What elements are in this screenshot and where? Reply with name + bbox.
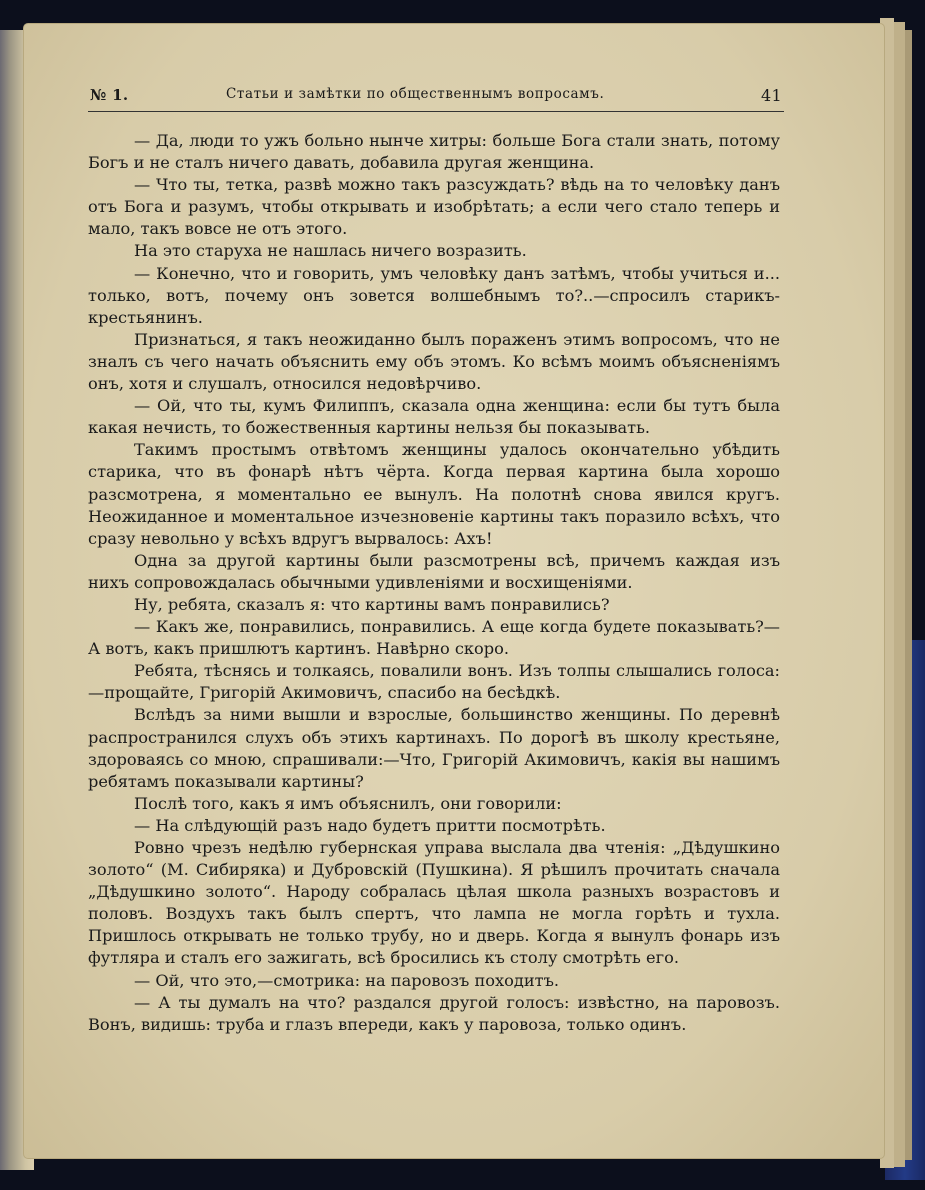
section-title: Статьи и замѣтки по общественнымъ вопросамъ.: [226, 86, 605, 102]
paragraph: — Конечно, что и говорить, умъ человѣку данъ затѣмъ, чтобы учиться и... только, вотъ, почему онъ зовется волшебнымъ то?..—спросилъ старикъ-крестьянинъ.: [88, 263, 780, 327]
paragraph: Одна за другой картины были разсмотрены всѣ, причемъ каждая изъ нихъ сопровождалась обычными удивленіями и восхищеніями.: [88, 550, 780, 592]
page-edge: [893, 22, 905, 1167]
running-header: [90, 86, 782, 110]
paragraph: Ровно чрезъ недѣлю губернская управа выслала два чтенія: „Дѣдушкино золото“ (М. Сибиряка) и Дубровскій (Пушкина). Я рѣшилъ прочитать сначала „Дѣдушкино золото“. Народу собралась цѣлая школа разныхъ возрастовъ и половъ. Воздухъ такъ былъ спертъ, что лампа не могла горѣть и тухла. Пришлось открывать не только трубу, но и дверь. Когда я вынулъ фонарь изъ футляра и сталъ его зажигать, всѣ бросились къ столу смотрѣть его.: [88, 838, 780, 968]
page-edge: [904, 30, 912, 1160]
paragraph: На это старуха не нашлась ничего возразить.: [134, 241, 527, 261]
header-rule: [88, 111, 784, 112]
paragraph: — Какъ же, понравились, понравились. А еще когда будете показывать?—А вотъ, какъ пришлютъ картинъ. Навѣрно скоро.: [88, 617, 780, 659]
paragraph: — Ой, что это,—смотрика: на паровозъ походитъ.: [134, 970, 560, 990]
paragraph: Вслѣдъ за ними вышли и взрослые, большинство женщины. По деревнѣ распространился слухъ объ этихъ картинахъ. По дорогѣ въ школу крестьяне, здороваясь со мною, спрашивали:—Что, Григорій Акимовичъ, какія вы нашимъ ребятамъ показывали картины?: [88, 705, 780, 791]
paragraph: Ну, ребята, сказалъ я: что картины вамъ понравились?: [134, 594, 610, 614]
paragraph: Послѣ того, какъ я имъ объяснилъ, они говорили:: [134, 793, 562, 813]
body-text: [88, 130, 780, 1036]
issue-number: № 1.: [90, 86, 129, 104]
paragraph: — Что ты, тетка, развѣ можно такъ разсуждать? вѣдь на то человѣку данъ отъ Бога и разумъ, чтобы открывать и изобрѣтать; а если чего стало теперь и мало, такъ вовсе не отъ этого.: [88, 175, 780, 239]
paragraph: — На слѣдующій разъ надо будетъ притти посмотрѣть.: [134, 815, 606, 835]
paragraph: Признаться, я такъ неожиданно былъ пораженъ этимъ вопросомъ, что не зналъ съ чего начать объяснить ему объ этомъ. Ко всѣмъ моимъ объясненіямъ онъ, хотя и слушалъ, относился недовѣрчиво.: [88, 329, 780, 394]
page-number: 41: [761, 86, 782, 105]
paragraph: Такимъ простымъ отвѣтомъ женщины удалось окончательно убѣдить старика, что въ фонарѣ нѣтъ чёрта. Когда первая картина была хорошо разсмотрена, я моментально ее вынулъ. На полотнѣ снова явился кругъ. Неожиданное и моментальное изчезновеніе картины такъ поразило всѣхъ, что сразу невольно у всѣхъ вдругъ вырвалось: Ахъ!: [88, 440, 780, 548]
paragraph: — Ой, что ты, кумъ Филиппъ, сказала одна женщина: если бы тутъ была какая нечисть, то божественныя картины нельзя бы показывать.: [88, 396, 780, 438]
paragraph: Ребята, тѣснясь и толкаясь, повалили вонъ. Изъ толпы слышались голоса:—прощайте, Григорій Акимовичъ, спасибо на бесѣдкѣ.: [88, 661, 780, 703]
paragraph: — Да, люди то ужъ больно нынче хитры: больше Бога стали знать, потому Богъ и не сталъ ничего давать, добавила другая женщина.: [88, 131, 780, 173]
paragraph: — А ты думалъ на что? раздался другой голосъ: извѣстно, на паровозъ. Вонъ, видишь: труба и глазъ впереди, какъ у паровоза, только одинъ.: [88, 992, 780, 1034]
